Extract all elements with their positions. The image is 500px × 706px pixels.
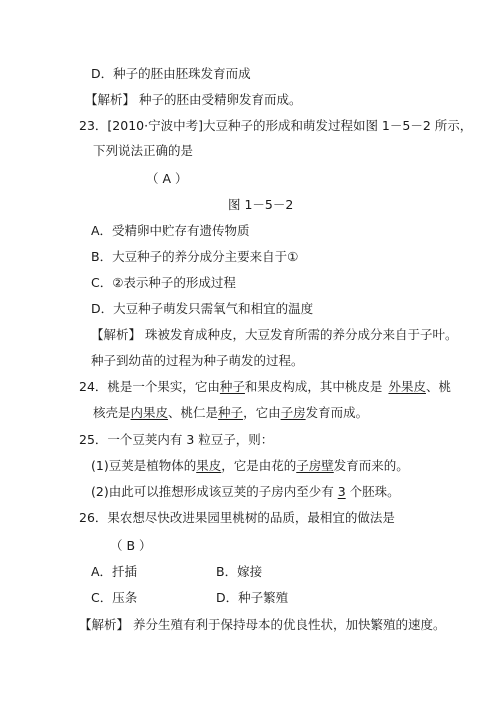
q26-analysis: 【解析】 养分生殖有利于保持母本的优良性状，加快繁殖的速度。 [79, 617, 446, 632]
q24-line2 [93, 405, 368, 421]
q24-blank-exocarp: 外果皮 [388, 379, 426, 394]
q24-text: 、桃仁是 [168, 405, 219, 420]
q24-line1 [79, 379, 451, 395]
q24-text: 、桃 [425, 379, 451, 394]
q23-stem-line2: 下列说法正确的是 [93, 143, 194, 158]
q24-blank-seed-2: 种子 [218, 405, 244, 420]
q25-blank-count: 3 [337, 484, 346, 499]
q23-stem-line1: 23．[2010·宁波中考]大豆种子的形成和萌发过程如图 1－5－2 所示， [79, 118, 473, 133]
q25-text: 个胚珠。 [349, 484, 400, 499]
q24-text: 核壳是 [93, 405, 131, 420]
q23-analysis-line1: 【解析】 珠被发育成种皮，大豆发育所需的养分成分来自于子叶。 [91, 327, 458, 342]
q26-option-b: B．嫁接 [216, 564, 263, 579]
q24-blank-ovary: 子房 [280, 405, 306, 420]
q26-answer: （ B ） [110, 538, 152, 553]
q24-text: 和果皮构成，其中桃皮是 [244, 379, 383, 394]
q22-analysis: 【解析】 种子的胚由受精卵发育而成。 [85, 92, 302, 107]
q24-text: 24．桃是一个果实，它由 [79, 379, 220, 394]
q23-option-d: D．大豆种子萌发只需氧气和相宜的温度 [91, 301, 314, 316]
q25-text: (2)由此可以推想形成该豆荚的子房内至少有 [91, 484, 334, 499]
q23-option-a: A．受精卵中贮存有遗传物质 [91, 223, 250, 238]
q23-figure-caption: 图 1－5－2 [228, 197, 294, 212]
q25-blank-ovary-wall: 子房壁 [296, 458, 334, 473]
q26-option-a: A．扦插 [91, 564, 138, 579]
q23-option-c: C．②表示种子的形成过程 [91, 275, 236, 290]
q25-stem: 25．一个豆荚内有 3 粒豆子，则： [79, 432, 274, 447]
q24-text: ，它由 [243, 405, 281, 420]
q24-blank-seed: 种子 [219, 379, 245, 394]
q23-option-b: B．大豆种子的养分成分主要来自于① [91, 249, 299, 264]
q26-option-d: D．种子繁殖 [216, 590, 289, 605]
q23-answer: （ A ） [146, 171, 188, 186]
q25-part1 [91, 458, 409, 474]
q25-part2 [91, 484, 400, 500]
q24-text: 发育而成。 [305, 405, 369, 420]
q25-text: 发育而来的。 [333, 458, 409, 473]
q22-option-d: D．种子的胚由胚珠发育而成 [91, 66, 251, 81]
q23-analysis-line2: 种子到幼苗的过程为种子萌发的过程。 [91, 353, 304, 368]
q26-stem: 26．果农想尽快改进果园里桃树的品质，最相宜的做法是 [79, 510, 395, 525]
q25-text: (1)豆荚是植物体的 [91, 458, 197, 473]
q26-option-c: C．压条 [91, 590, 138, 605]
q24-blank-endocarp: 内果皮 [130, 405, 169, 420]
q25-blank-pericarp: 果皮 [196, 458, 222, 473]
q25-text: ，它是由花的 [221, 458, 297, 473]
